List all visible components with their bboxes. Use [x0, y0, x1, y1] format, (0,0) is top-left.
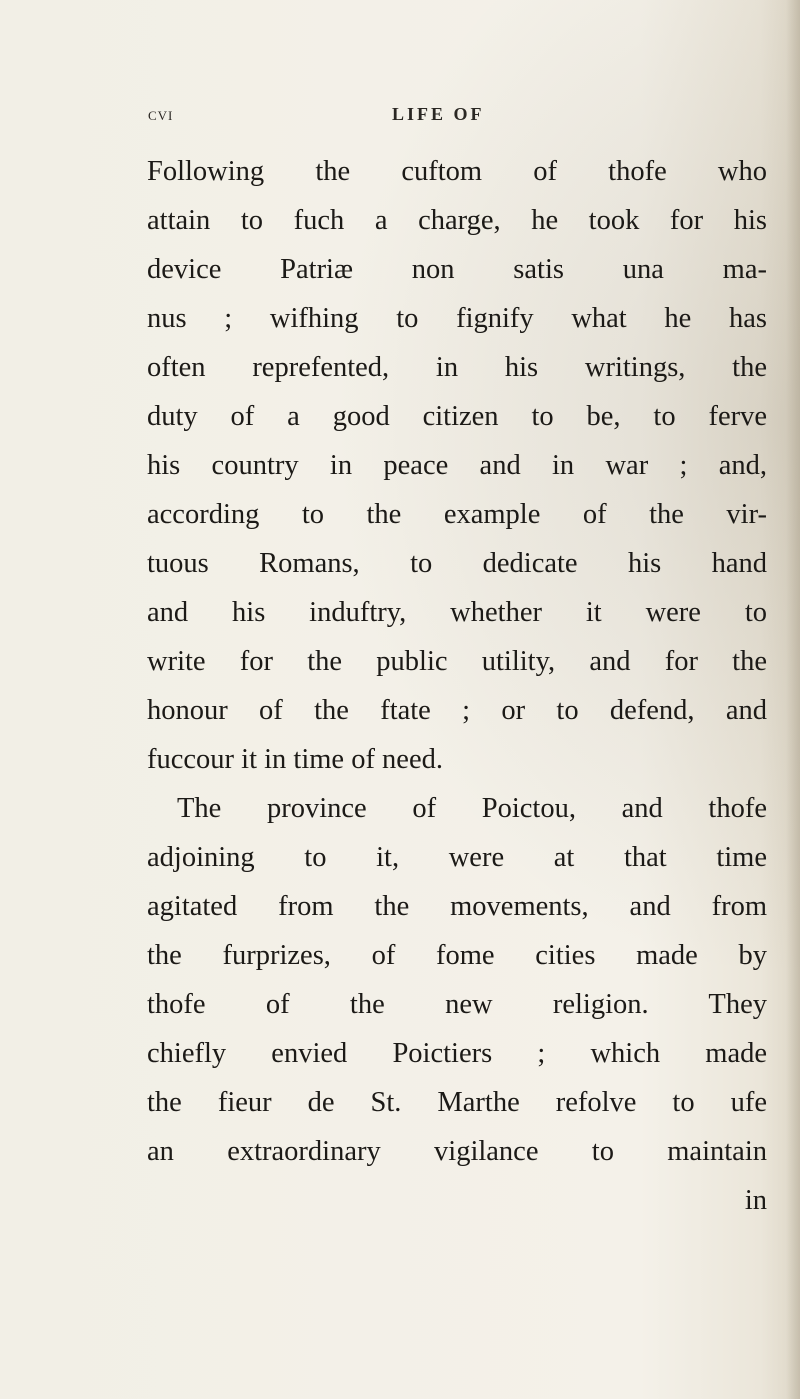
text-line: agitated from the movements, and from	[147, 891, 767, 922]
text-line: the furprizes, of fome cities made by	[147, 940, 767, 971]
text-line: nus ; wifhing to fignify what he has	[147, 303, 767, 334]
text-line: tuous Romans, to dedicate his hand	[147, 548, 767, 579]
body-text	[147, 147, 767, 1225]
text-line: often reprefented, in his writings, the	[147, 352, 767, 383]
text-line: attain to fuch a charge, he took for his	[147, 205, 767, 236]
text-line: The province of Poictou, and thofe	[177, 793, 767, 824]
running-head	[148, 104, 708, 134]
text-line: fuccour it in time of need.	[147, 744, 443, 775]
text-line: the fieur de St. Marthe refolve to ufe	[147, 1087, 767, 1118]
text-line: his country in peace and in war ; and,	[147, 450, 767, 481]
catchword: in	[744, 1185, 767, 1216]
text-line: Following the cuftom of thofe who	[147, 156, 767, 187]
page-number: cvi	[148, 104, 174, 124]
text-line: adjoining to it, were at that time	[147, 842, 767, 873]
text-line: honour of the ftate ; or to defend, and	[147, 695, 767, 726]
page-edge-shadow	[786, 0, 800, 1399]
text-line: thofe of the new religion. They	[147, 989, 767, 1020]
text-line: and his induftry, whether it were to	[147, 597, 767, 628]
text-line: write for the public utility, and for the	[147, 646, 767, 677]
text-line: device Patriæ non satis una ma-	[147, 254, 767, 285]
text-line: an extraordinary vigilance to maintain	[147, 1136, 767, 1167]
text-line: chiefly envied Poictiers ; which made	[147, 1038, 767, 1069]
text-line: duty of a good citizen to be, to ferve	[147, 401, 767, 432]
text-line: according to the example of the vir-	[147, 499, 767, 530]
running-head-title: LIFE OF	[392, 104, 485, 124]
